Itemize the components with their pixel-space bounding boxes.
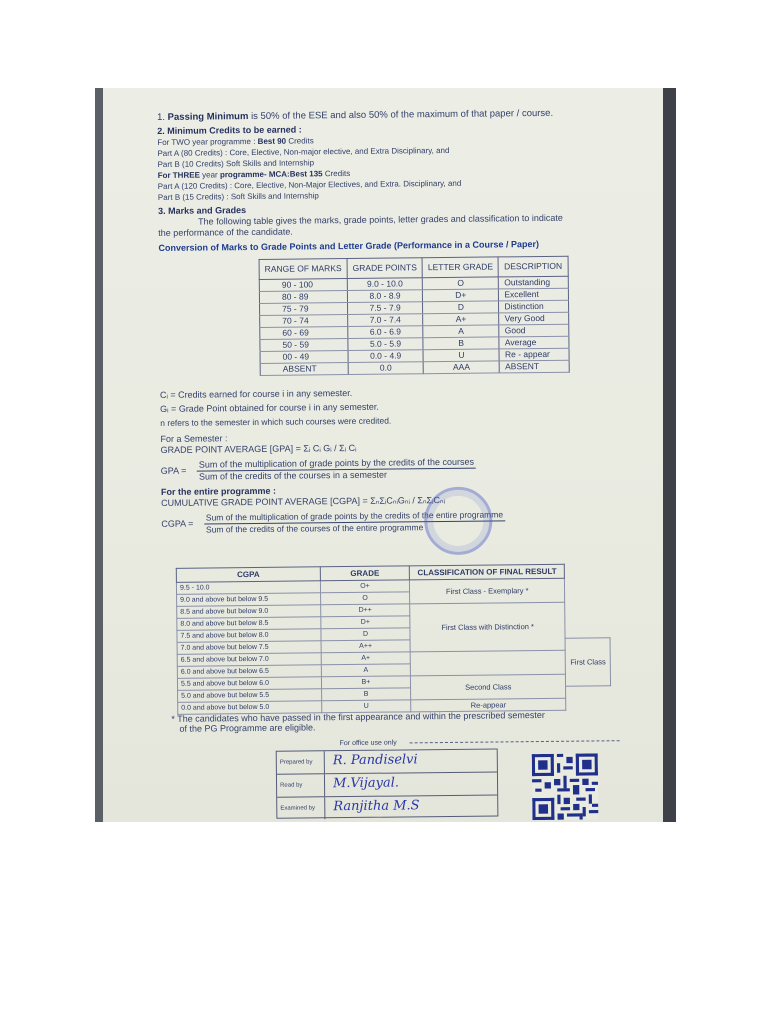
signature-row-examined: [277, 795, 497, 819]
rule-2-line-3: Part B (10 Credits) Soft Skills and Internship: [157, 158, 315, 169]
class-table-cell: 9.5 - 10.0: [176, 581, 320, 595]
grade-table-header: DESCRIPTION: [498, 256, 567, 277]
grade-table-header: LETTER GRADE: [422, 257, 498, 278]
grade-table-cell: Distinction: [499, 300, 568, 313]
class-table-cell: O+: [320, 580, 409, 593]
grade-table-cell: A: [423, 325, 499, 338]
grade-table-cell: 0.0 - 4.9: [348, 350, 423, 363]
grade-table-cell: ABSENT: [260, 363, 348, 376]
class-table-cell: B: [322, 688, 411, 701]
grade-table-header: RANGE OF MARKS: [259, 259, 347, 280]
rule-3-heading: 3. Marks and Grades: [157, 205, 247, 216]
gpa-numerator: Sum of the multiplication of grade points by the credits of the courses: [197, 457, 476, 472]
rule-1: [157, 107, 607, 123]
signature-box: [276, 748, 499, 818]
classification-cell: Re-appear: [411, 698, 567, 712]
class-table-cell: 7.0 and above but below 7.5: [177, 641, 321, 655]
document-page: [103, 88, 663, 822]
rule-2-l4a: For THREE: [157, 170, 200, 180]
rule-3-line-2: the performance of the candidate.: [158, 226, 293, 238]
grade-table-cell: 70 - 74: [260, 315, 348, 328]
class-table-cell: U: [322, 700, 411, 713]
cgpa-formula: CUMULATIVE GRADE POINT AVERAGE [CGPA] = ΣₙΣᵢCₙᵢGₙᵢ / ΣₙΣᵢCₙᵢ: [161, 495, 446, 508]
cgpa-label: CGPA =: [161, 518, 194, 529]
grade-table-cell: Excellent: [499, 288, 568, 301]
prepared-by-label: Prepared by: [277, 751, 325, 774]
conversion-title: Conversion of Marks to Grade Points and Letter Grade (Performance in a Course / Paper): [158, 239, 540, 253]
classification-cell: Second Class: [410, 674, 566, 700]
footnote-line-1: * The candidates who have passed in the first appearance and within the prescribed semester: [171, 709, 545, 724]
class-table-header: GRADE: [320, 566, 409, 581]
rule-2-line-5: Part A (120 Credits) : Core, Elective, Non-Major Electives, and Extra. Disciplinary, and: [157, 178, 462, 191]
class-table-body: [176, 578, 610, 715]
classification-cell: First Class: [566, 638, 611, 686]
signature-row-read: [277, 772, 497, 797]
class-table-cell: O: [321, 592, 410, 605]
grade-table-cell: Re - appear: [499, 348, 568, 361]
institution-seal-stamp: [424, 487, 493, 556]
grade-table-cell: 00 - 49: [260, 351, 348, 364]
class-table-cell: 7.5 and above but below 8.0: [177, 629, 321, 643]
gpa-formula: GRADE POINT AVERAGE [GPA] = Σᵢ Cᵢ Gᵢ / Σᵢ Cᵢ: [160, 442, 357, 455]
def-gi: Gᵢ = Grade Point obtained for course i in any semester.: [160, 401, 379, 414]
rule-1-text: is 50% of the ESE and also 50% of the maximum of that paper / course.: [250, 107, 554, 123]
cgpa-numerator: Sum of the multiplication of grade points by the credits of the entire programme: [204, 509, 505, 524]
class-table-cell: 9.0 and above but below 9.5: [177, 593, 321, 607]
office-use-label: For office use only: [339, 739, 397, 748]
examined-by-signature: Ranjitha M.S: [333, 798, 420, 815]
document-content: [157, 107, 608, 815]
grade-table-cell: 8.0 - 8.9: [347, 290, 422, 303]
grade-table-row: [260, 360, 569, 375]
signature-row-prepared: [277, 749, 497, 774]
grade-table-cell: 60 - 69: [260, 327, 348, 340]
class-table-cell: 5.0 and above but below 5.5: [178, 689, 322, 703]
grade-table-cell: Good: [499, 324, 568, 337]
grade-table-cell: 0.0: [348, 362, 423, 375]
grade-conversion-table: [259, 256, 570, 376]
grade-table-cell: Average: [499, 336, 568, 349]
rule-2-l1c: Credits: [286, 136, 314, 146]
class-table-cell: 6.5 and above but below 7.0: [177, 653, 321, 667]
grade-table-cell: 7.5 - 7.9: [347, 302, 422, 315]
grade-table-body: [259, 276, 568, 375]
def-ci: Cᵢ = Credits earned for course i in any semester.: [159, 387, 353, 400]
rule-2-line-6: Part B (15 Credits) : Soft Skills and Internship: [157, 191, 319, 202]
rule-2-l1a: For TWO year programme :: [157, 136, 258, 147]
grade-table-cell: O: [422, 277, 498, 290]
cgpa-for-programme: For the entire programme :: [160, 485, 277, 497]
cgpa-denominator: Sum of the credits of the courses of the entire programme: [205, 522, 424, 535]
grade-table-cell: U: [423, 349, 499, 362]
class-table-header: CGPA: [176, 567, 320, 583]
rule-2-line-2: Part A (80 Credits) : Core, Elective, Non-major elective, and Extra Disciplinary, and: [157, 145, 450, 158]
rule-2-heading: 2. Minimum Credits to be earned :: [157, 124, 302, 136]
rule-2-l4d: Credits: [322, 168, 351, 179]
cgpa-classification-table: [176, 563, 612, 715]
class-table-cell: 8.0 and above but below 8.5: [177, 617, 321, 631]
rule-1-bold: Passing Minimum: [167, 111, 249, 123]
examined-by-label: Examined by: [277, 797, 325, 820]
classification-cell: First Class with Distinction *: [410, 602, 566, 652]
grade-table-cell: A+: [423, 313, 499, 326]
class-table-cell: 5.5 and above but below 6.0: [177, 677, 321, 691]
grade-table-cell: 50 - 59: [260, 339, 348, 352]
class-table-cell: A++: [321, 640, 410, 653]
footnote: [171, 710, 545, 734]
class-table-header: CLASSIFICATION OF FINAL RESULT: [409, 564, 565, 580]
class-table-cell: 8.5 and above but below 9.0: [177, 605, 321, 619]
grade-table-cell: 6.0 - 6.9: [348, 326, 423, 339]
class-table-cell: A+: [321, 652, 410, 665]
rule-2-l4b: year: [199, 170, 220, 180]
grade-table-cell: Very Good: [499, 312, 568, 325]
read-by-signature: M.Vijayal.: [332, 775, 400, 792]
rule-2-l1b: Best 90: [257, 136, 287, 146]
rule-3-line-1: The following table gives the marks, grade points, letter grades and classification to indicate: [198, 212, 563, 227]
grade-table-cell: D: [423, 301, 499, 314]
definitions-block: [160, 385, 612, 536]
grade-table-cell: 75 - 79: [260, 303, 348, 316]
page-edge-shadow: [663, 88, 676, 822]
class-table-cell: D+: [321, 616, 410, 629]
cgpa-fraction-row: [161, 508, 611, 536]
office-use-dashed-line: [410, 740, 620, 743]
grade-table-cell: D+: [423, 289, 499, 302]
gpa-fraction-row: [161, 455, 611, 483]
class-table-cell: 0.0 and above but below 5.0: [178, 701, 322, 715]
rule-2-l4c: programme- MCA:Best 135: [219, 169, 323, 180]
prepared-by-signature: R. Pandiselvi: [332, 752, 418, 769]
class-table-cell: B+: [321, 676, 410, 689]
gpa-denominator: Sum of the credits of the courses in a semester: [198, 469, 388, 482]
classification-cell: First Class - Exemplary *: [409, 578, 565, 604]
grade-table-cell: Outstanding: [499, 276, 568, 289]
grade-table-cell: 5.0 - 5.9: [348, 338, 423, 351]
grade-table-header: GRADE POINTS: [347, 258, 422, 279]
grade-table-cell: ABSENT: [500, 360, 569, 373]
grade-table-cell: 7.0 - 7.4: [348, 314, 423, 327]
grade-table-cell: 80 - 89: [259, 291, 347, 304]
grade-table-cell: 9.0 - 10.0: [347, 278, 422, 291]
def-n: n refers to the semester in which such courses were credited.: [160, 415, 392, 428]
grade-table-cell: AAA: [423, 361, 499, 374]
class-table-cell: D: [321, 628, 410, 641]
grade-table-cell: 90 - 100: [259, 279, 347, 292]
gpa-fraction: [197, 457, 476, 483]
class-table-cell: A: [321, 664, 410, 677]
class-table-cell: D++: [321, 604, 410, 617]
qr-code-icon: [532, 753, 599, 820]
footnote-line-2: of the PG Programme are eligible.: [179, 722, 316, 734]
grade-table-cell: B: [423, 337, 499, 350]
gpa-label: GPA =: [160, 465, 187, 476]
rule-1-number: 1.: [157, 111, 166, 123]
read-by-label: Read by: [277, 774, 325, 797]
gpa-for-semester: For a Semester :: [160, 433, 228, 444]
class-table-cell: 6.0 and above but below 6.5: [177, 665, 321, 679]
